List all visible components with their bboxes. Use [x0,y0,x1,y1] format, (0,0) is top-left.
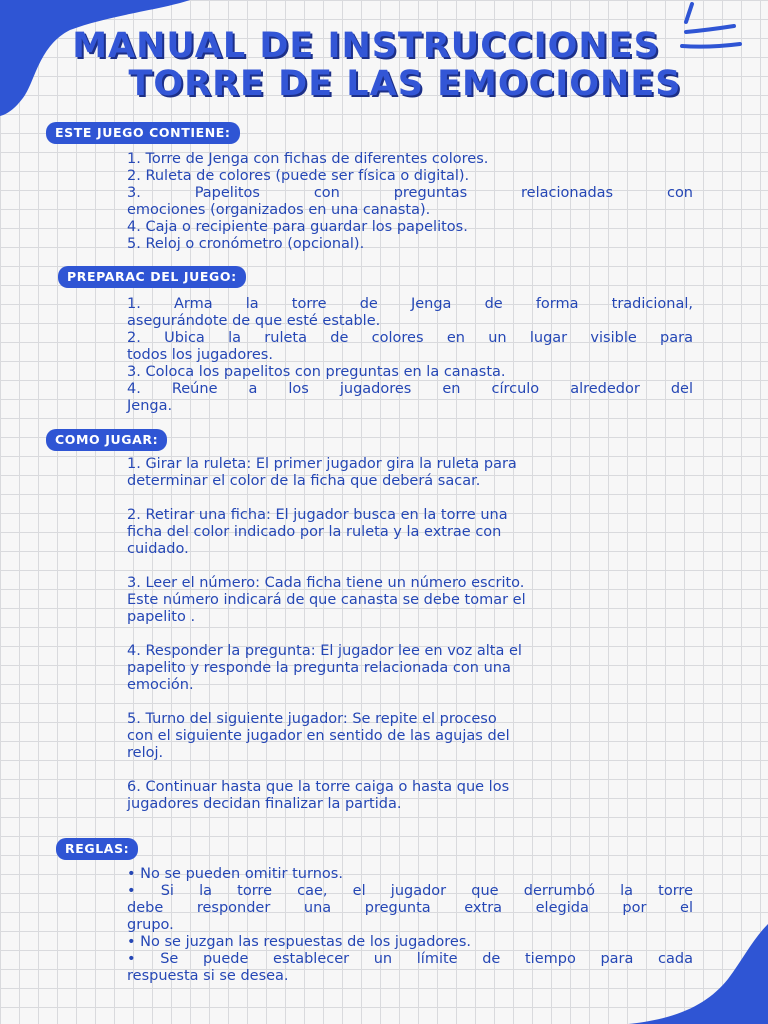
step-line: ficha del color indicado por la ruleta y la extrae con [127,524,502,540]
list-item: 3. Coloca los papelitos con preguntas en la canasta. [127,364,506,380]
list-item: • No se pueden omitir turnos. [127,866,343,882]
list-item: grupo. [127,917,174,933]
step-paragraph [127,643,693,694]
list-item: asegurándote de que esté estable. [127,313,381,329]
list-item: 1. Arma la torre de Jenga de forma tradicional, [127,296,693,312]
step-line: 4. Responder la pregunta: El jugador lee en voz alta el [127,643,522,659]
list-item: 1. Torre de Jenga con fichas de diferentes colores. [127,151,489,167]
list-item: todos los jugadores. [127,347,273,363]
rules-list [127,866,693,985]
step-line: cuidado. [127,541,189,557]
list-item: 5. Reloj o cronómetro (opcional). [127,236,365,252]
page-title-line-2: TORRE DE LAS EMOCIONES [128,64,682,104]
step-line: papelito . [127,609,196,625]
section-heading-how-to-play: COMO JUGAR: [46,429,167,451]
step-paragraph [127,779,693,813]
step-line: papelito y responde la pregunta relacionada con una [127,660,511,676]
step-line: 1. Girar la ruleta: El primer jugador gira la ruleta para [127,456,517,472]
step-paragraph [127,507,693,558]
list-item: • No se juzgan las respuestas de los jugadores. [127,934,471,950]
list-item: • Si la torre cae, el jugador que derrumbó la torre [127,883,693,899]
step-line: determinar el color de la ficha que deberá sacar. [127,473,481,489]
step-paragraph [127,575,693,626]
list-item: 4. Caja o recipiente para guardar los papelitos. [127,219,468,235]
section-heading-contents: ESTE JUEGO CONTIENE: [46,122,240,144]
step-paragraph [127,456,693,490]
step-line: reloj. [127,745,164,761]
section-heading-rules: REGLAS: [56,838,138,860]
list-item: respuesta si se desea. [127,968,289,984]
step-line: 2. Retirar una ficha: El jugador busca en la torre una [127,507,508,523]
step-line: 3. Leer el número: Cada ficha tiene un número escrito. [127,575,525,591]
step-line: emoción. [127,677,194,693]
step-line: 5. Turno del siguiente jugador: Se repite el proceso [127,711,497,727]
how-to-play-steps [127,456,693,830]
step-line: jugadores decidan finalizar la partida. [127,796,402,812]
list-item: 2. Ubica la ruleta de colores en un lugar visible para [127,330,693,346]
step-line: con el siguiente jugador en sentido de las agujas del [127,728,510,744]
list-item: 2. Ruleta de colores (puede ser física o digital). [127,168,470,184]
list-item: 4. Reúne a los jugadores en círculo alrededor del [127,381,693,397]
list-item: • Se puede establecer un límite de tiempo para cada [127,951,693,967]
section-heading-preparation: PREPARAC DEL JUEGO: [58,266,246,288]
list-item: 3. Papelitos con preguntas relacionadas con [127,185,693,201]
step-line: Este número indicará de que canasta se debe tomar el [127,592,526,608]
step-paragraph [127,711,693,762]
list-item: emociones (organizados en una canasta). [127,202,431,218]
list-item: Jenga. [127,398,173,414]
list-item: debe responder una pregunta extra elegida por el [127,900,693,916]
page-title-line-1: MANUAL DE INSTRUCCIONES [72,26,660,66]
contents-list [127,151,693,253]
preparation-list [127,296,693,415]
step-line: 6. Continuar hasta que la torre caiga o hasta que los [127,779,510,795]
